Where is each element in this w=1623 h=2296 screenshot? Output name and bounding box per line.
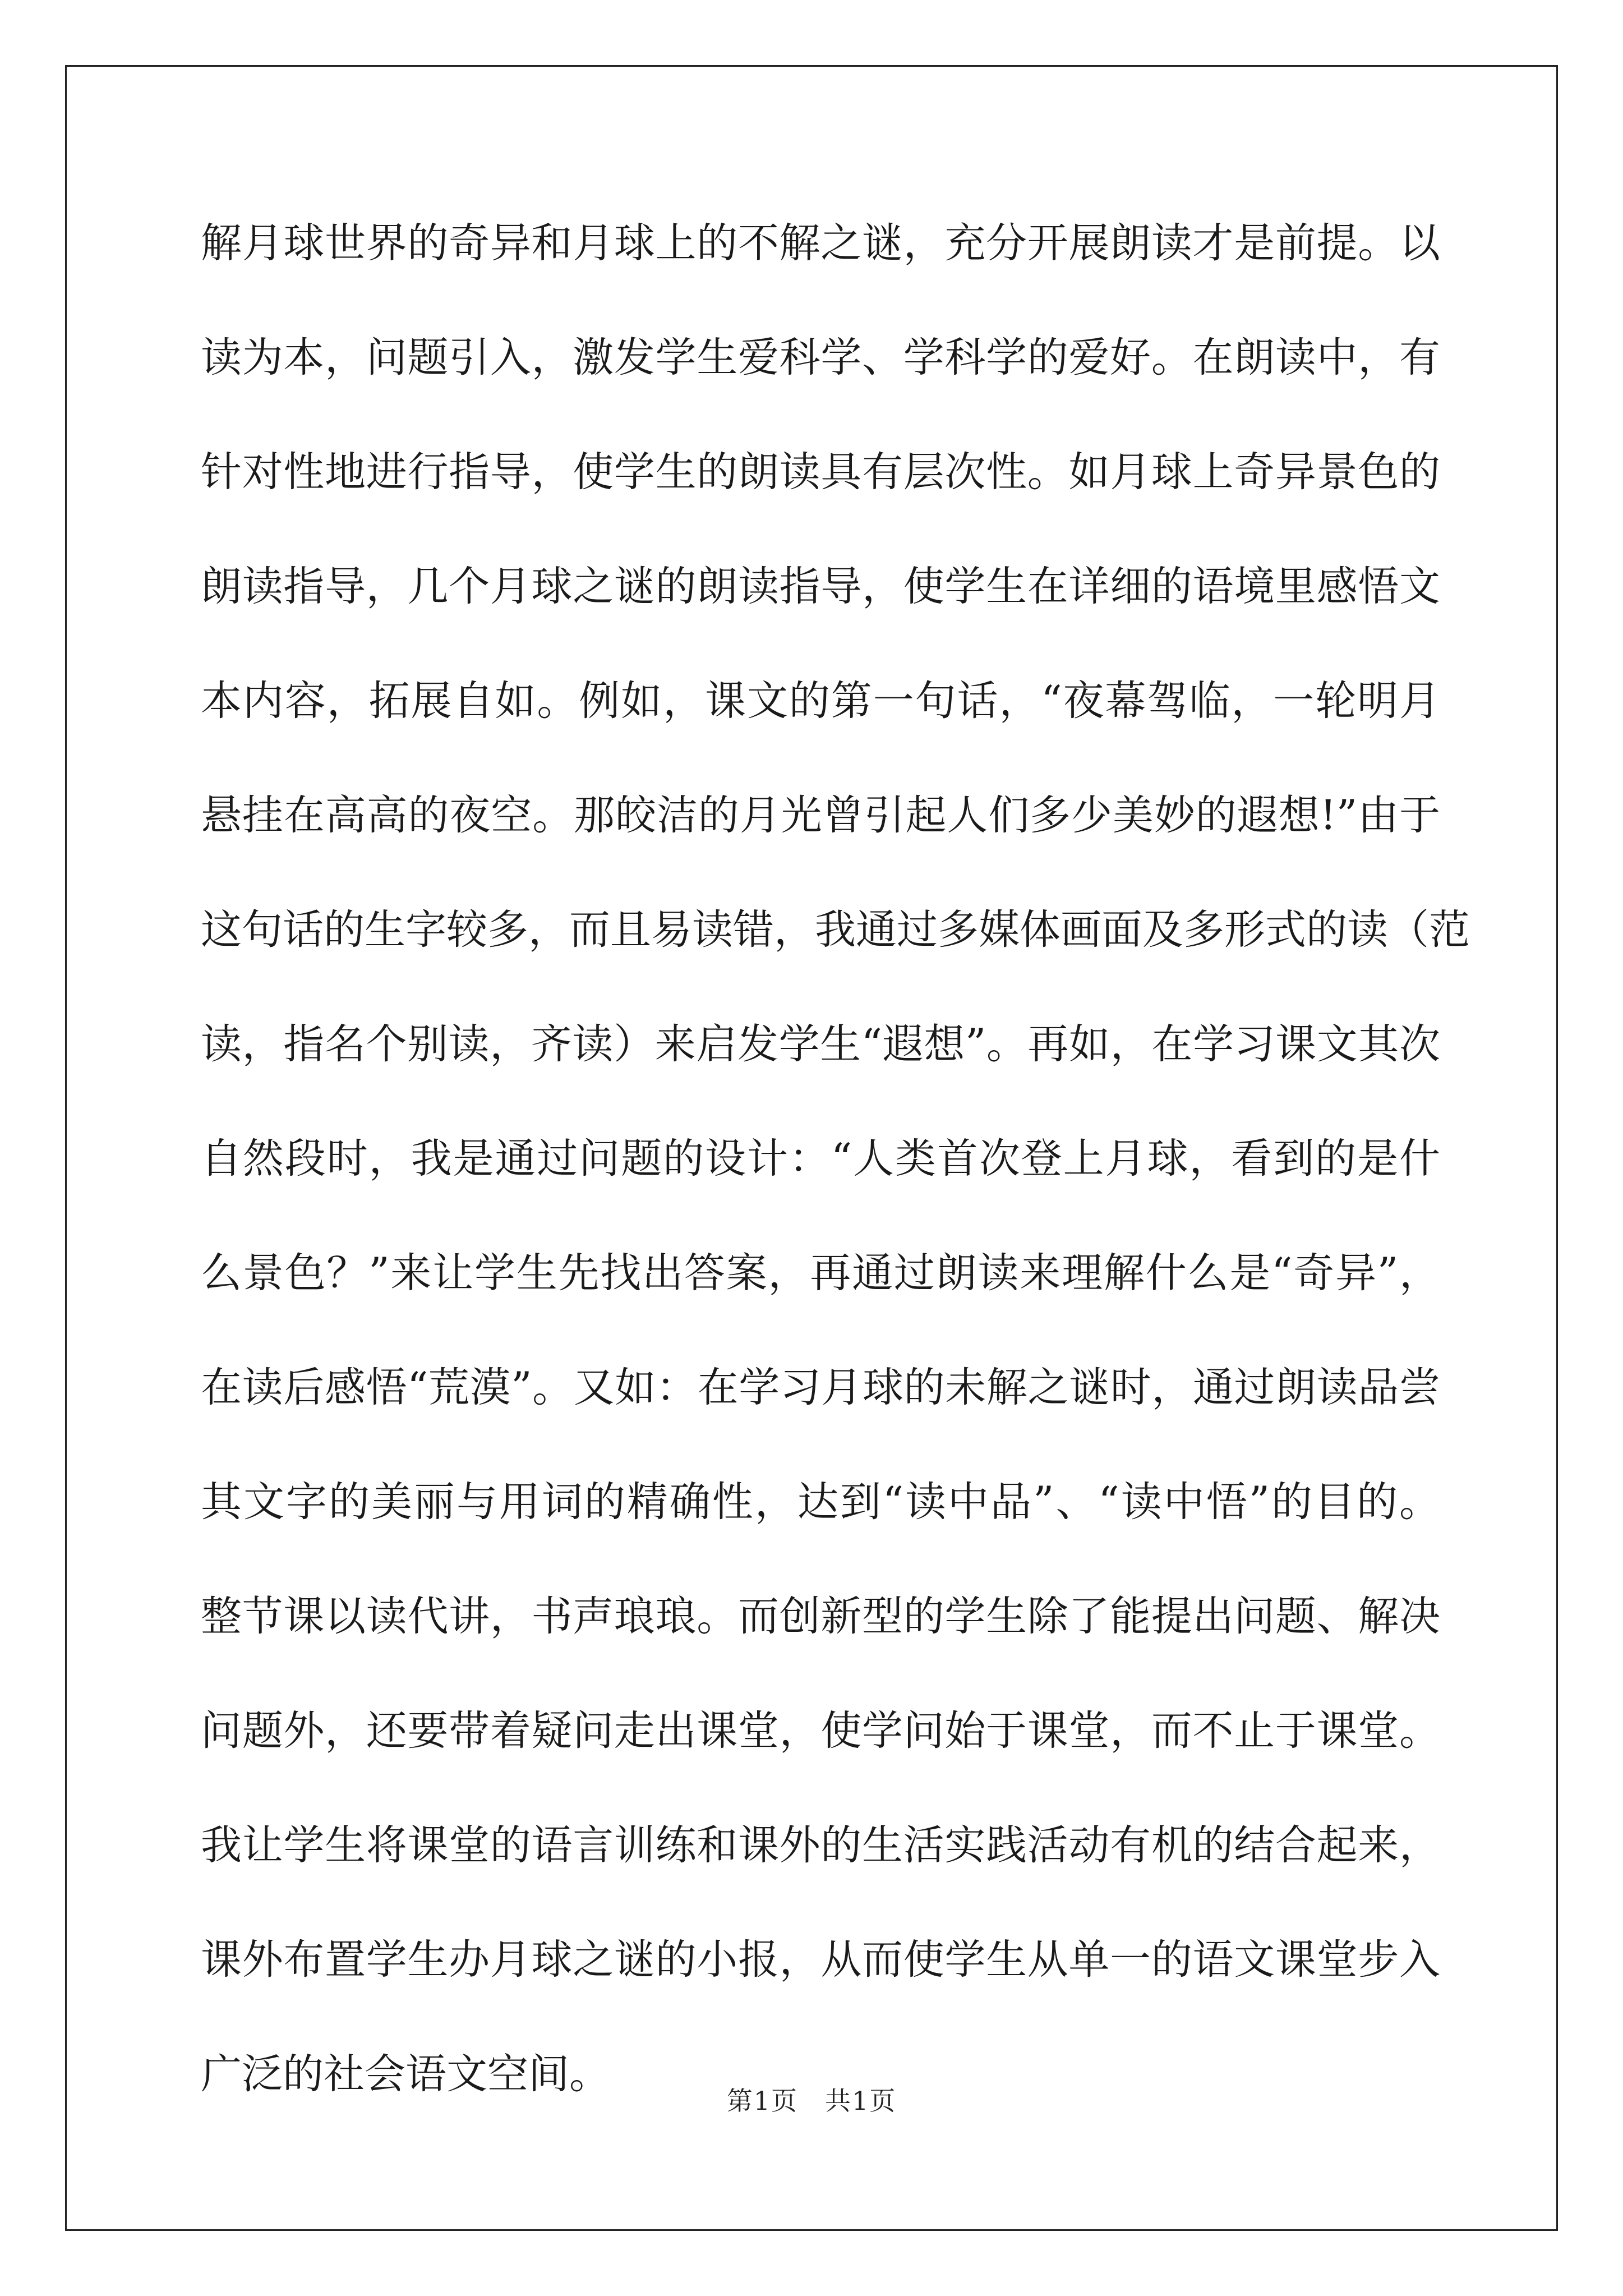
text-line-3: 针对性地进行指导，使学生的朗读具有层次性。如月球上奇异景色的 <box>201 448 1440 496</box>
text-line-15: 我让学生将课堂的语言训练和课外的生活实践活动有机的结合起来， <box>201 1821 1440 1869</box>
text-line-5: 本内容，拓展自如。例如，课文的第一句话，“夜幕驾临，一轮明月 <box>201 677 1440 725</box>
text-line-10: 么景色？”来让学生先找出答案，再通过朗读来理解什么是“奇异”， <box>201 1249 1440 1297</box>
text-line-7: 这句话的生字较多，而且易读错，我通过多媒体画面及多形式的读（范 <box>201 906 1470 954</box>
page-number-total: 共1页 <box>825 2086 897 2116</box>
text-line-1: 解月球世界的奇异和月球上的不解之谜，充分开展朗读才是前提。以 <box>201 219 1440 267</box>
page-footer <box>0 2084 1623 2118</box>
text-line-2: 读为本，问题引入，激发学生爱科学、学科学的爱好。在朗读中，有 <box>201 334 1440 381</box>
text-line-6: 悬挂在高高的夜空。那皎洁的月光曾引起人们多少美妙的遐想!”由于 <box>201 792 1440 839</box>
text-line-14: 问题外，还要带着疑问走出课堂，使学问始于课堂，而不止于课堂。 <box>201 1707 1440 1755</box>
page-number-current: 第1页 <box>726 2086 798 2116</box>
text-line-9: 自然段时，我是通过问题的设计：“人类首次登上月球，看到的是什 <box>201 1135 1440 1182</box>
text-line-12: 其文字的美丽与用词的精确性，达到“读中品”、“读中悟”的目的。 <box>201 1478 1440 1526</box>
text-line-17: 广泛的社会语文空间。 <box>201 2050 610 2098</box>
text-line-13: 整节课以读代讲，书声琅琅。而创新型的学生除了能提出问题、解决 <box>201 1593 1440 1640</box>
text-line-11: 在读后感悟“荒漠”。又如：在学习月球的未解之谜时，通过朗读品尝 <box>201 1364 1440 1411</box>
text-line-8: 读，指名个别读，齐读）来启发学生“遐想”。再如，在学习课文其次 <box>201 1020 1440 1068</box>
text-line-4: 朗读指导，几个月球之谜的朗读指导，使学生在详细的语境里感悟文 <box>201 563 1440 610</box>
text-line-16: 课外布置学生办月球之谜的小报，从而使学生从单一的语文课堂步入 <box>201 1936 1440 1984</box>
body-text <box>201 186 1470 2132</box>
